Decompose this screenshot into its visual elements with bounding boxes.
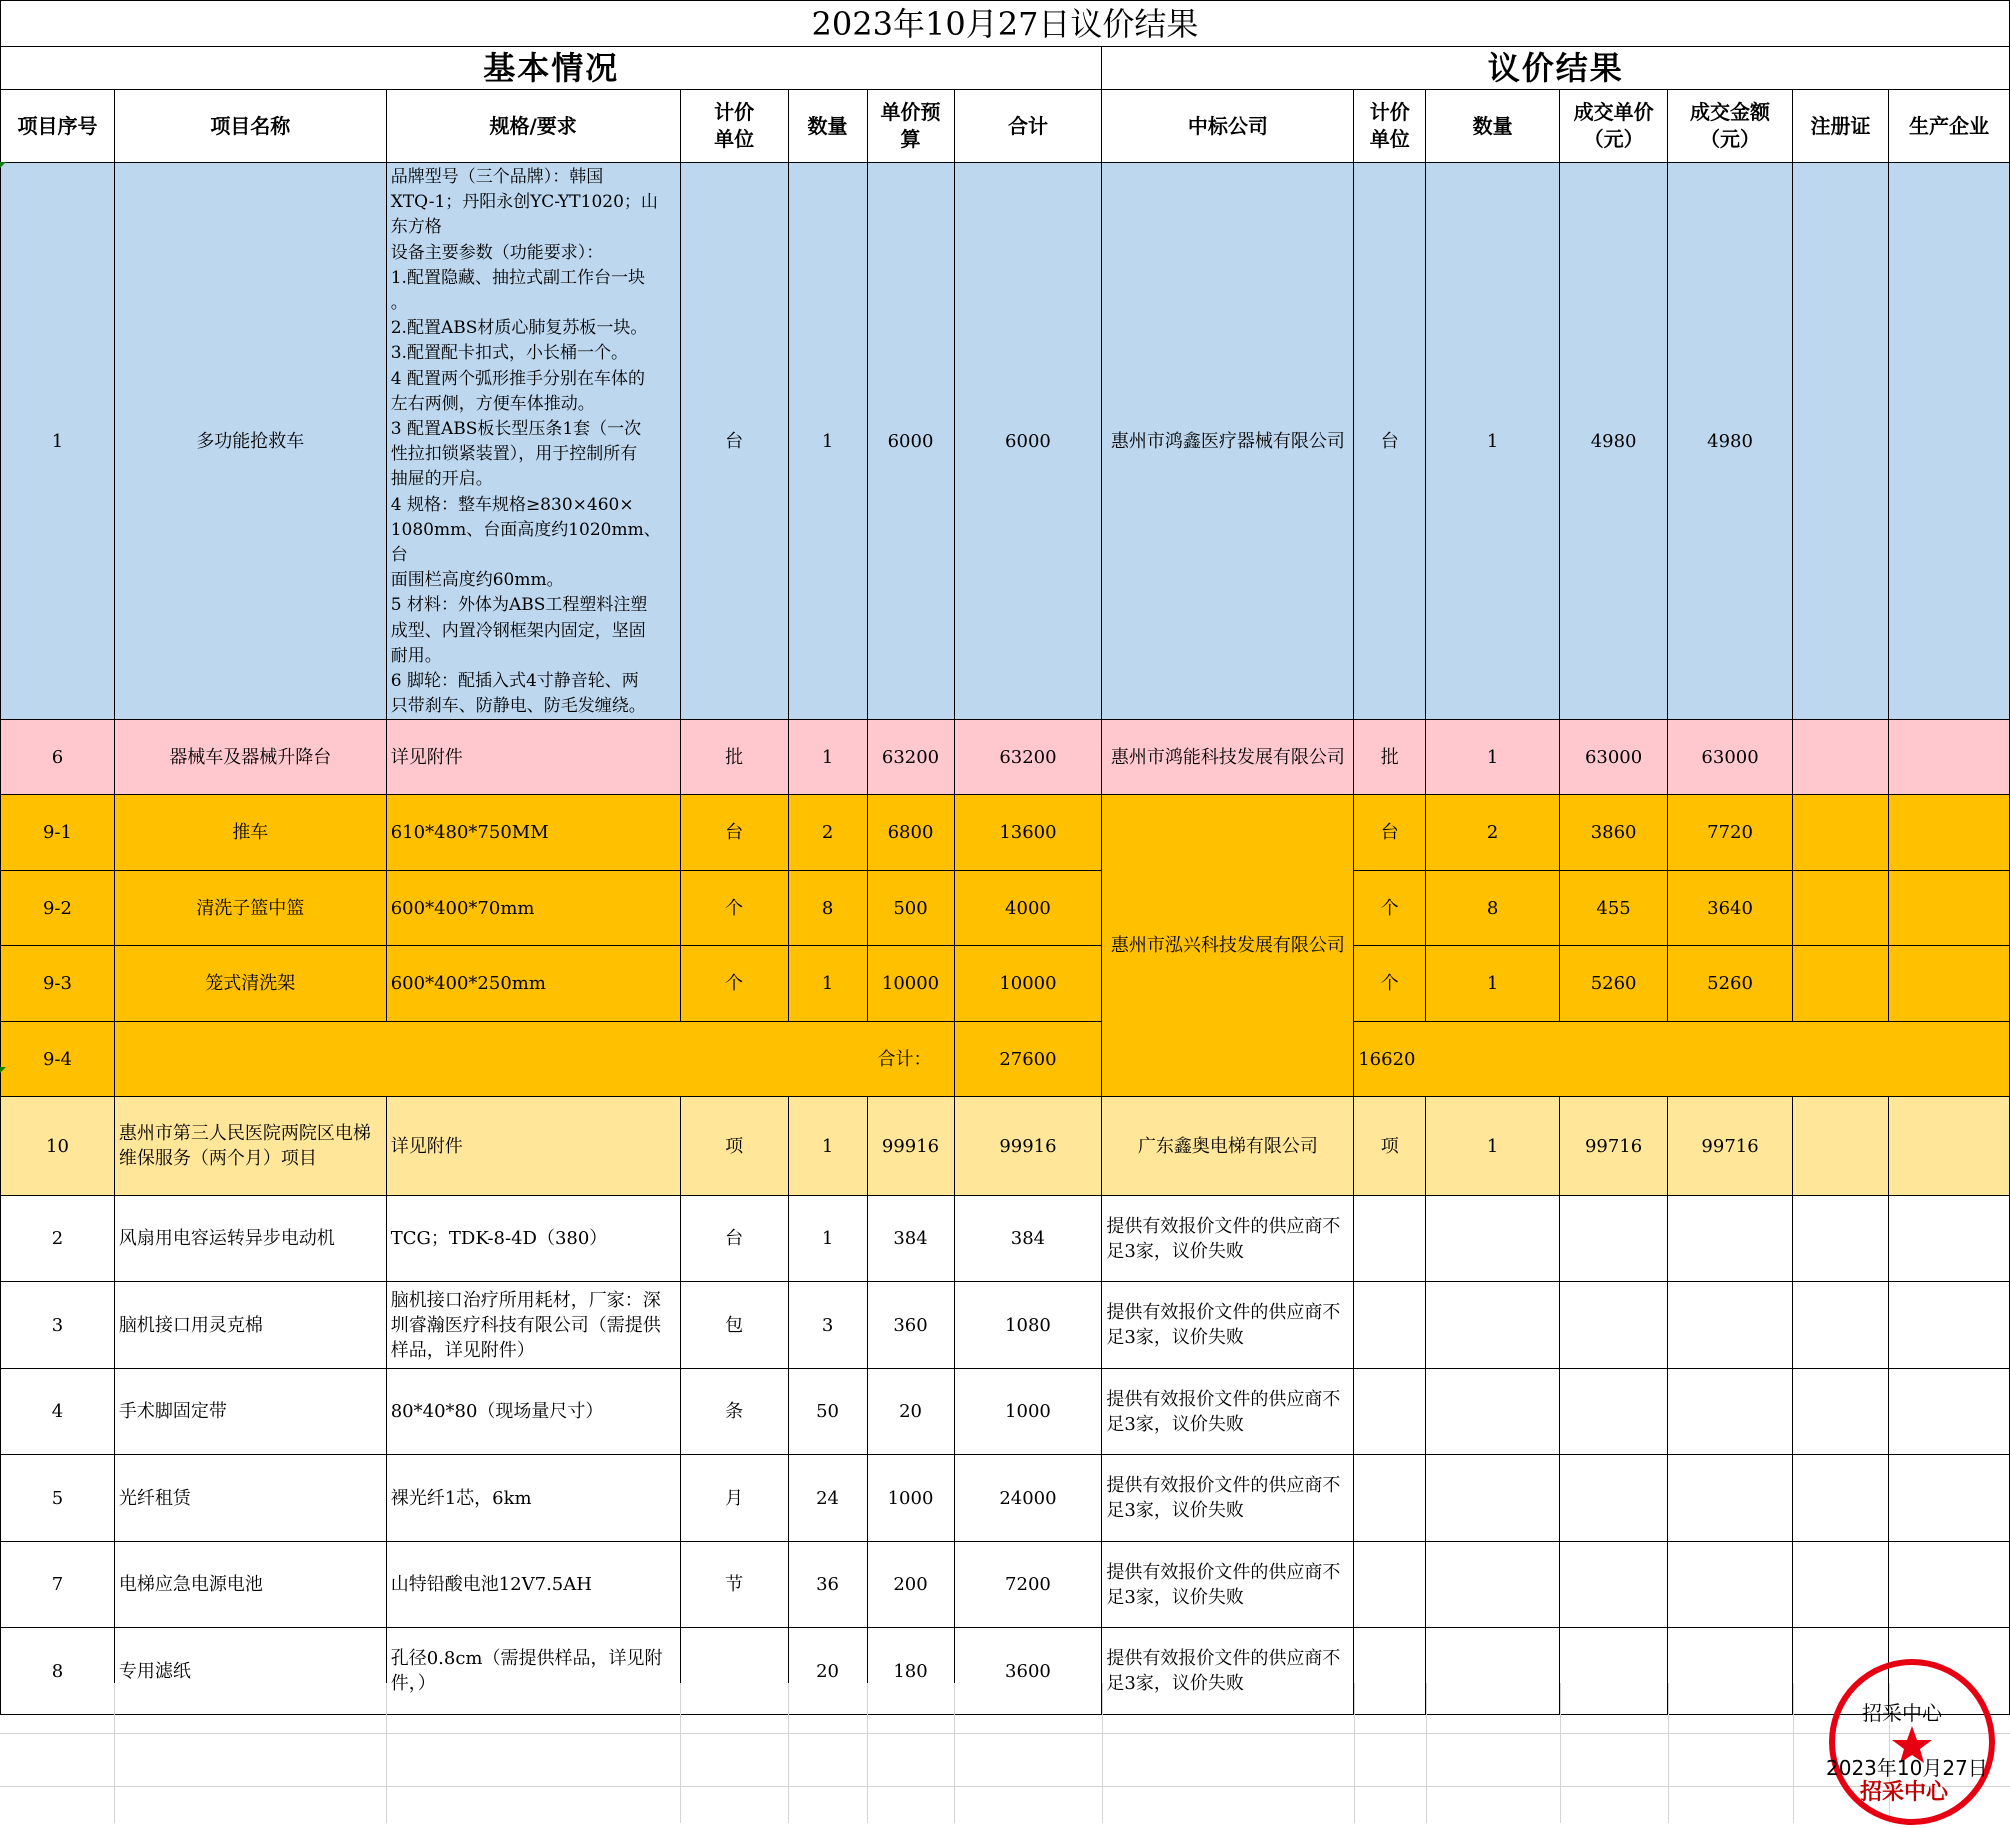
row-7-company: 提供有效报价文件的供应商不足3家，议价失败 [1102, 1542, 1354, 1628]
page-title: 2023年10月27日议价结果 [1, 1, 2010, 47]
row-4-unit: 条 [680, 1369, 788, 1455]
row-10-qty: 1 [788, 1097, 867, 1196]
row-9-4-seq: 9-4 [1, 1022, 115, 1097]
empty-grid [0, 1683, 2010, 1823]
row-1-reg-cert [1793, 163, 1889, 720]
cell-marker-icon [0, 162, 6, 168]
row-4-total: 1000 [954, 1369, 1102, 1455]
row-2-seq: 2 [1, 1196, 115, 1282]
header-qty: 数量 [788, 90, 867, 163]
row-4-company: 提供有效报价文件的供应商不足3家，议价失败 [1102, 1369, 1354, 1455]
row-3-seq: 3 [1, 1282, 115, 1369]
row-9-3-name: 笼式清洗架 [114, 946, 386, 1022]
row-7-seq: 7 [1, 1542, 115, 1628]
spec-line: 4 配置两个弧形推手分别在车体的 [390, 368, 645, 389]
header-result-qty: 数量 [1426, 90, 1560, 163]
row-7-total: 7200 [954, 1542, 1102, 1628]
section-basic: 基本情况 [1, 47, 1102, 90]
row-9-2-qty: 8 [788, 871, 867, 946]
header-result-unit: 计价单位 [1354, 90, 1426, 163]
row-6-reg-cert [1793, 720, 1889, 795]
spec-line: 左右两侧，方便车体推动。 [390, 393, 595, 414]
row-6-unit: 批 [680, 720, 788, 795]
row-9-2-deal-amount: 3640 [1668, 871, 1793, 946]
row-1-company: 惠州市鸿鑫医疗器械有限公司 [1102, 163, 1354, 720]
row-4-spec: 80*40*80（现场量尺寸） [386, 1369, 680, 1455]
row-2-total: 384 [954, 1196, 1102, 1282]
spec-line: 性拉扣锁紧装置），用于控制所有 [390, 444, 638, 465]
row-9-3-total: 10000 [954, 946, 1102, 1022]
spec-line: 东方格 [390, 217, 442, 238]
row-7-unit: 节 [680, 1542, 788, 1628]
header-total: 合计 [954, 90, 1102, 163]
row-6-company: 惠州市鸿能科技发展有限公司 [1102, 720, 1354, 795]
row-9-4-total: 27600 [954, 1022, 1102, 1097]
row-10-name: 惠州市第三人民医院两院区电梯维保服务（两个月）项目 [114, 1097, 386, 1196]
row-8-total: 3600 [954, 1628, 1102, 1715]
row-9-1-manufacturer [1888, 795, 2009, 871]
row-5-seq: 5 [1, 1455, 115, 1542]
row-5-company: 提供有效报价文件的供应商不足3家，议价失败 [1102, 1455, 1354, 1542]
row-2-name: 风扇用电容运转异步电动机 [114, 1196, 386, 1282]
row-1-deal-amount: 4980 [1668, 163, 1793, 720]
row-10-result-qty: 1 [1426, 1097, 1560, 1196]
row-5-qty: 24 [788, 1455, 867, 1542]
row-10-budget: 99916 [867, 1097, 954, 1196]
row-5-total: 24000 [954, 1455, 1102, 1542]
header-deal-price: 成交单价（元） [1560, 90, 1668, 163]
row-9-2-budget: 500 [867, 871, 954, 946]
row-6-total: 63200 [954, 720, 1102, 795]
row-5-spec: 裸光纤1芯，6km [386, 1455, 680, 1542]
row-10-result-unit: 项 [1354, 1097, 1426, 1196]
row-5-budget: 1000 [867, 1455, 954, 1542]
header-unit: 计价单位 [680, 90, 788, 163]
row-9-3-qty: 1 [788, 946, 867, 1022]
row-1-name: 多功能抢救车 [114, 163, 386, 720]
row-9-3-spec: 600*400*250mm [386, 946, 680, 1022]
row-1-unit: 台 [680, 163, 788, 720]
row-4-budget: 20 [867, 1369, 954, 1455]
row-9-2-result-qty: 8 [1426, 871, 1560, 946]
row-8-seq: 8 [1, 1628, 115, 1715]
row-9-1-budget: 6800 [867, 795, 954, 871]
spec-line: 1.配置隐藏、抽拉式副工作台一块 [390, 267, 645, 288]
header-manufacturer: 生产企业 [1888, 90, 2009, 163]
row-9-2-reg-cert [1793, 871, 1889, 946]
row-4-qty: 50 [788, 1369, 867, 1455]
row-9-3-unit: 个 [680, 946, 788, 1022]
section-result: 议价结果 [1102, 47, 2010, 90]
row-7-name: 电梯应急电源电池 [114, 1542, 386, 1628]
row-2-unit: 台 [680, 1196, 788, 1282]
row-1-result-unit: 台 [1354, 163, 1426, 720]
row-9-1-deal-amount: 7720 [1668, 795, 1793, 871]
row-9-1-reg-cert [1793, 795, 1889, 871]
header-deal-amount: 成交金额（元） [1668, 90, 1793, 163]
stamp-date: 2023年10月27日 [1826, 1756, 1988, 1780]
row-7-budget: 200 [867, 1542, 954, 1628]
spec-line: 抽屉的开启。 [390, 469, 493, 490]
row-3-qty: 3 [788, 1282, 867, 1369]
row-3-budget: 360 [867, 1282, 954, 1369]
spec-line: 耐用。 [390, 645, 442, 666]
row-7-spec: 山特铅酸电池12V7.5AH [386, 1542, 680, 1628]
spec-line: XTQ-1；丹阳永创YC-YT1020；山 [390, 192, 658, 213]
spec-line: 成型、内置冷钢框架内固定，坚固 [390, 620, 646, 641]
row-8-name: 专用滤纸 [114, 1628, 386, 1715]
spec-line: 3 配置ABS板长型压条1套（一次 [390, 419, 642, 440]
row-1-total: 6000 [954, 163, 1102, 720]
row-10-manufacturer [1888, 1097, 2009, 1196]
spec-line: 1080mm、台面高度约1020mm、台 [390, 519, 661, 566]
row-3-total: 1080 [954, 1282, 1102, 1369]
row-9-2-total: 4000 [954, 871, 1102, 946]
row-8-company: 提供有效报价文件的供应商不足3家，议价失败 [1102, 1628, 1354, 1715]
row-1-spec [386, 163, 680, 720]
stamp-bottom-label: 招采中心 [1860, 1780, 1949, 1805]
row-9-1-result-unit: 台 [1354, 795, 1426, 871]
row-7-qty: 36 [788, 1542, 867, 1628]
header-budget: 单价预算 [867, 90, 954, 163]
row-9-3-deal-price: 5260 [1560, 946, 1668, 1022]
row-6-deal-price: 63000 [1560, 720, 1668, 795]
row-10-total: 99916 [954, 1097, 1102, 1196]
row-4-seq: 4 [1, 1369, 115, 1455]
row-6-result-qty: 1 [1426, 720, 1560, 795]
row-9-3-result-unit: 个 [1354, 946, 1426, 1022]
row-9-2-unit: 个 [680, 871, 788, 946]
row-2-budget: 384 [867, 1196, 954, 1282]
row-10-spec: 详见附件 [386, 1097, 680, 1196]
row-6-budget: 63200 [867, 720, 954, 795]
row-9-4-label: 合计： [114, 1022, 954, 1097]
row-2-company: 提供有效报价文件的供应商不足3家，议价失败 [1102, 1196, 1354, 1282]
stamp-center-label: 招采中心 [1862, 1701, 1942, 1725]
spec-line: 4 规格：整车规格≥830×460× [390, 494, 634, 515]
row-1-seq: 1 [1, 163, 115, 720]
row-3-unit: 包 [680, 1282, 788, 1369]
header-name: 项目名称 [114, 90, 386, 163]
row-1-qty: 1 [788, 163, 867, 720]
row-1-manufacturer [1888, 163, 2009, 720]
row-1-budget: 6000 [867, 163, 954, 720]
row-9-3-reg-cert [1793, 946, 1889, 1022]
header-company: 中标公司 [1102, 90, 1354, 163]
cell-marker-icon [0, 1067, 6, 1073]
row-1-deal-price: 4980 [1560, 163, 1668, 720]
spec-line: 3.配置配卡扣式，小长桶一个。 [390, 343, 628, 364]
row-9-1-deal-price: 3860 [1560, 795, 1668, 871]
spec-line: 5 材料：外体为ABS工程塑料注塑 [390, 595, 648, 616]
header-reg-cert: 注册证 [1793, 90, 1889, 163]
row-2-qty: 1 [788, 1196, 867, 1282]
row-3-name: 脑机接口用灵克棉 [114, 1282, 386, 1369]
row-9-4-result-total: 16620 [1354, 1022, 2010, 1097]
row-9-3-deal-amount: 5260 [1668, 946, 1793, 1022]
row-3-spec: 脑机接口治疗所用耗材，厂家：深圳睿瀚医疗科技有限公司（需提供样品，详见附件） [386, 1282, 680, 1369]
row-8-spec: 孔径0.8cm（需提供样品，详见附件，） [386, 1628, 680, 1715]
row-9-3-result-qty: 1 [1426, 946, 1560, 1022]
row-6-result-unit: 批 [1354, 720, 1426, 795]
row-6-deal-amount: 63000 [1668, 720, 1793, 795]
spec-line: 。 [390, 293, 408, 314]
row-5-unit: 月 [680, 1455, 788, 1542]
row-9-1-name: 推车 [114, 795, 386, 871]
spec-line: 设备主要参数（功能要求）： [390, 242, 604, 263]
row-9-2-name: 清洗子篮中篮 [114, 871, 386, 946]
row-4-name: 手术脚固定带 [114, 1369, 386, 1455]
row-9-3-budget: 10000 [867, 946, 954, 1022]
row-10-unit: 项 [680, 1097, 788, 1196]
row-9-2-deal-price: 455 [1560, 871, 1668, 946]
row-6-name: 器械车及器械升降台 [114, 720, 386, 795]
row-10-seq: 10 [1, 1097, 115, 1196]
row-6-manufacturer [1888, 720, 2009, 795]
row-9-2-seq: 9-2 [1, 871, 115, 946]
spec-line: 6 脚轮：配插入式4寸静音轮、两 [390, 671, 639, 692]
row-10-reg-cert [1793, 1097, 1889, 1196]
row-1-result-qty: 1 [1426, 163, 1560, 720]
row-9-2-spec: 600*400*70mm [386, 871, 680, 946]
spec-line: 品牌型号（三个品牌）：韩国 [390, 167, 604, 187]
row-9-1-seq: 9-1 [1, 795, 115, 871]
row-5-name: 光纤租赁 [114, 1455, 386, 1542]
spec-line: 2.配置ABS材质心肺复苏板一块。 [390, 318, 648, 339]
row-6-seq: 6 [1, 720, 115, 795]
spec-line: 只带刹车、防静电、防毛发缠绕。 [390, 696, 646, 717]
spec-line: 面围栏高度约60mm。 [390, 570, 564, 591]
row-6-qty: 1 [788, 720, 867, 795]
row-9-3-seq: 9-3 [1, 946, 115, 1022]
row-9-1-unit: 台 [680, 795, 788, 871]
row-9-1-spec: 610*480*750MM [386, 795, 680, 871]
row-10-deal-amount: 99716 [1668, 1097, 1793, 1196]
header-seq: 项目序号 [1, 90, 115, 163]
row-9-1-total: 13600 [954, 795, 1102, 871]
header-spec: 规格/要求 [386, 90, 680, 163]
row-9-3-manufacturer [1888, 946, 2009, 1022]
row-8-budget: 180 [867, 1628, 954, 1715]
row-9-2-result-unit: 个 [1354, 871, 1426, 946]
row-8-qty: 20 [788, 1628, 867, 1715]
row-10-deal-price: 99716 [1560, 1097, 1668, 1196]
row-9-1-qty: 2 [788, 795, 867, 871]
row-9-1-result-qty: 2 [1426, 795, 1560, 871]
row-9-company: 惠州市泓兴科技发展有限公司 [1102, 795, 1354, 1097]
row-6-spec: 详见附件 [386, 720, 680, 795]
row-2-spec: TCG；TDK-8-4D（380） [386, 1196, 680, 1282]
row-3-company: 提供有效报价文件的供应商不足3家，议价失败 [1102, 1282, 1354, 1369]
row-9-2-manufacturer [1888, 871, 2009, 946]
row-10-company: 广东鑫奥电梯有限公司 [1102, 1097, 1354, 1196]
